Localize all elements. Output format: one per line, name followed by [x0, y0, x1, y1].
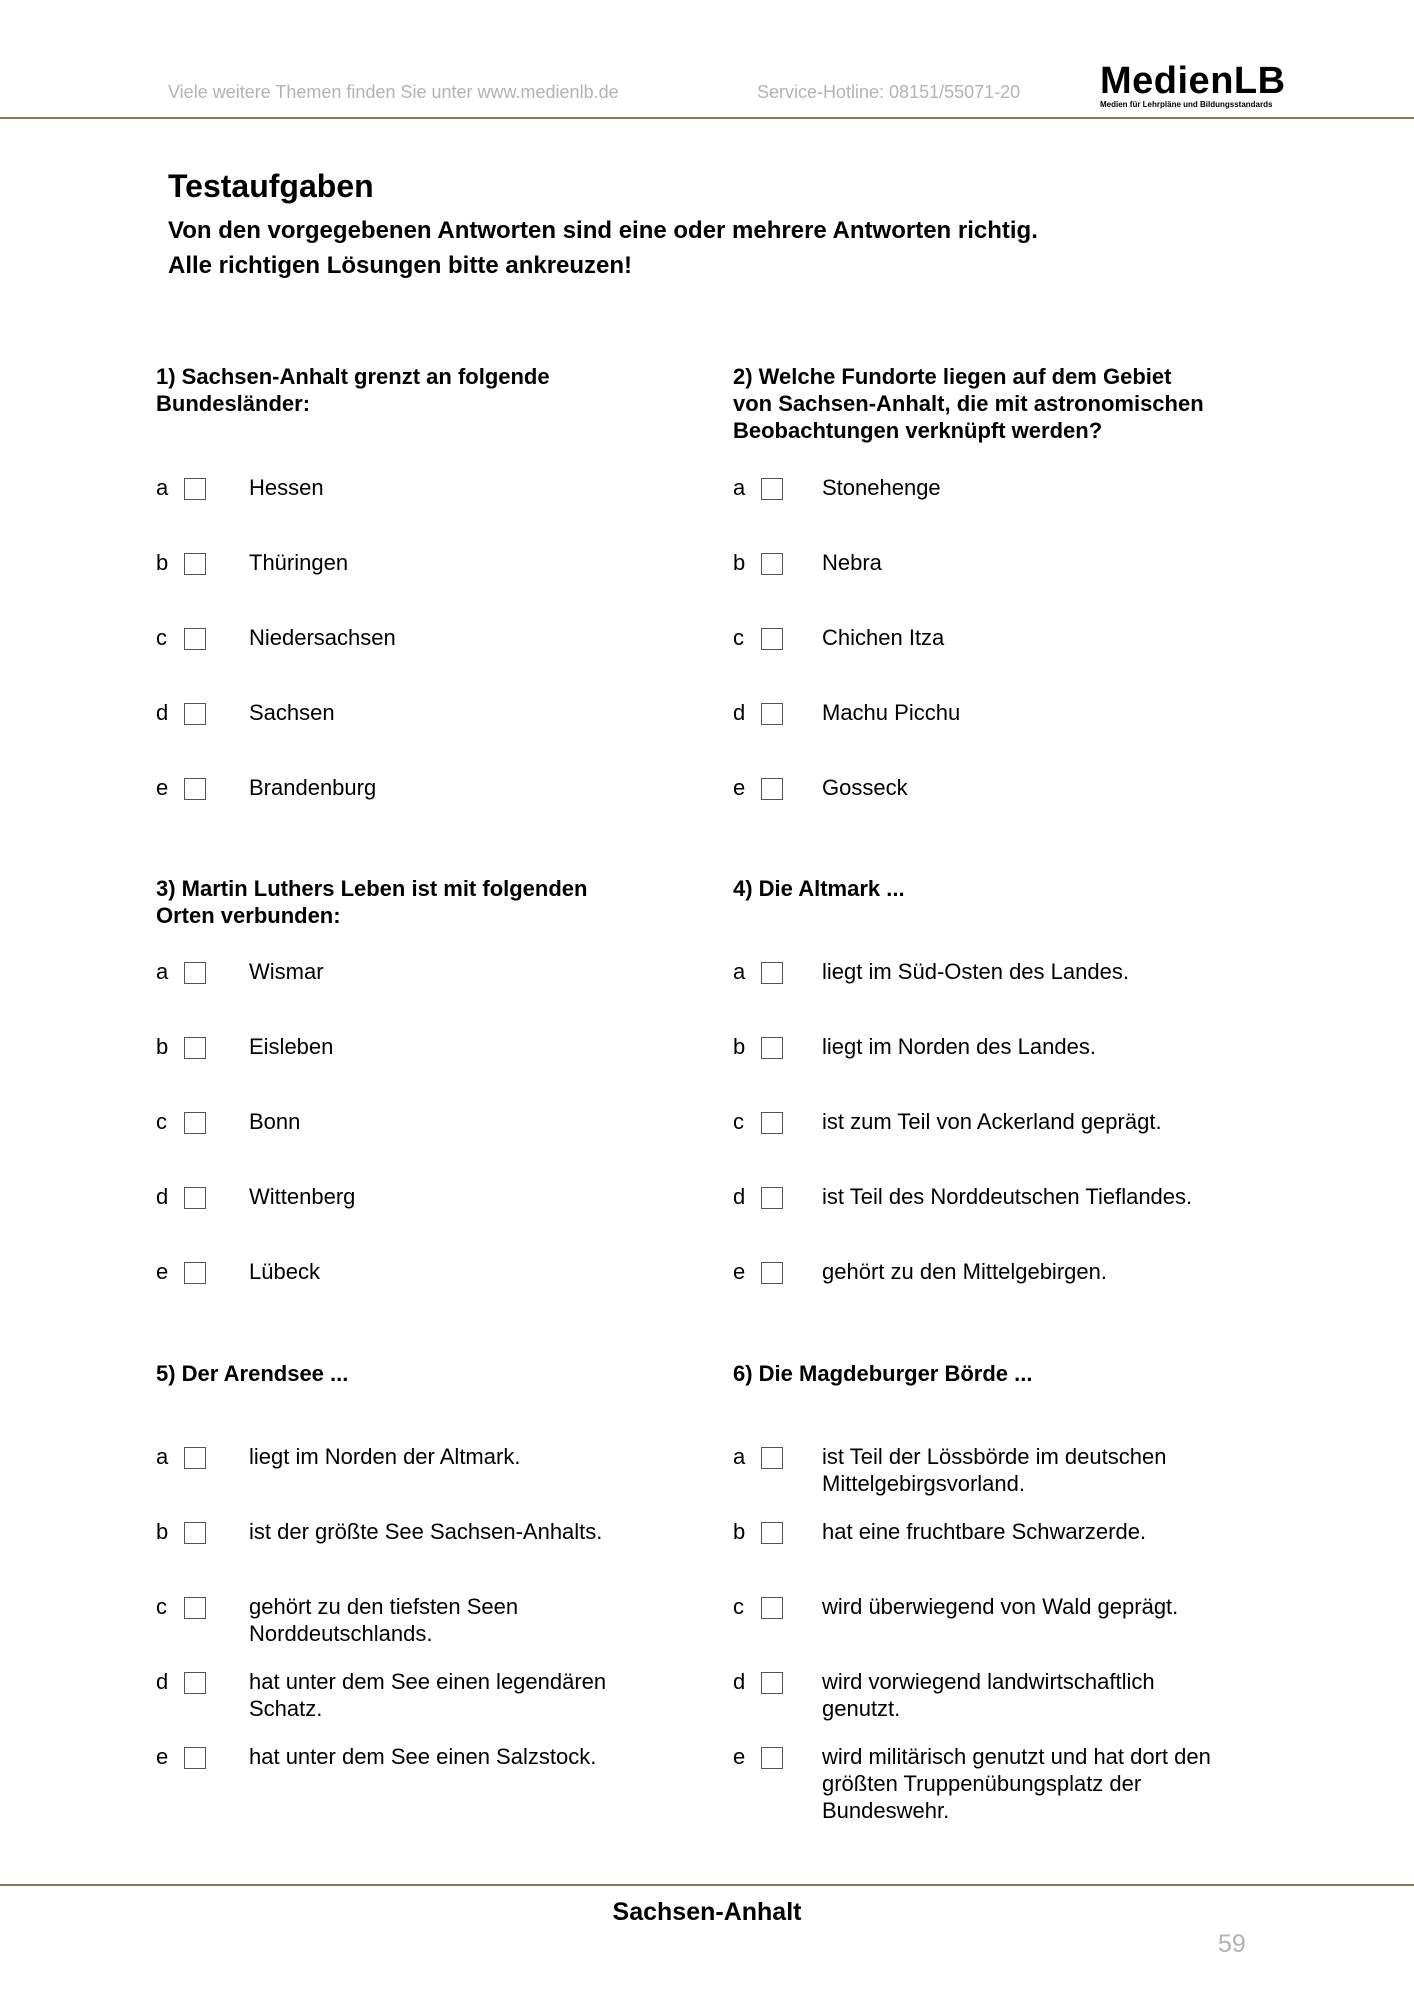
answer-checkbox[interactable] [184, 1597, 206, 1619]
answer-checkbox[interactable] [761, 1037, 783, 1059]
option-text-line: liegt im Norden der Altmark. [249, 1444, 521, 1469]
option-text [249, 958, 689, 985]
question-text-line: 6) Die Magdeburger Börde ... [733, 1361, 1033, 1386]
option-letter: a [733, 1444, 746, 1469]
option-text [249, 1258, 689, 1285]
option-text [822, 549, 1262, 576]
option-letter: e [156, 1744, 169, 1769]
option-text-line: Mittelgebirgsvorland. [822, 1471, 1025, 1496]
option-text-line: ist Teil der Lössbörde im deutschen [822, 1444, 1167, 1469]
option-letter: c [156, 1109, 167, 1134]
option-letter: e [733, 1259, 746, 1284]
footer-divider [0, 1884, 1414, 1886]
question-text-line: Orten verbunden: [156, 903, 341, 928]
option-text [249, 1593, 689, 1647]
question-text-line: 2) Welche Fundorte liegen auf dem Gebiet [733, 364, 1172, 389]
option-text [822, 1518, 1262, 1545]
answer-checkbox[interactable] [761, 478, 783, 500]
option-text [822, 774, 1262, 801]
option-text-line: Wismar [249, 959, 324, 984]
answer-checkbox[interactable] [184, 553, 206, 575]
option-letter: b [156, 550, 169, 575]
answer-checkbox[interactable] [761, 628, 783, 650]
question-text-line: 1) Sachsen-Anhalt grenzt an folgende [156, 364, 550, 389]
question-text-line: Bundesländer: [156, 391, 311, 416]
option-text [822, 1183, 1262, 1210]
option-letter: b [733, 1034, 746, 1059]
answer-checkbox[interactable] [184, 628, 206, 650]
option-text [822, 1033, 1262, 1060]
option-letter: e [733, 775, 746, 800]
option-letter: c [156, 1594, 167, 1619]
option-letter: e [156, 1259, 169, 1284]
question-text [156, 1360, 696, 1387]
option-letter: d [156, 700, 169, 725]
answer-checkbox[interactable] [184, 778, 206, 800]
option-text [249, 1183, 689, 1210]
option-letter: e [733, 1744, 746, 1769]
question-text [733, 1360, 1273, 1387]
question-1 [156, 363, 696, 800]
option-text-line: Bundeswehr. [822, 1798, 950, 1823]
option-letter: b [156, 1519, 169, 1544]
option-letter: b [733, 1519, 746, 1544]
option-text-line: Bonn [249, 1109, 301, 1134]
option-text [249, 549, 689, 576]
answer-checkbox[interactable] [761, 1112, 783, 1134]
header-divider [0, 117, 1414, 119]
answer-checkbox[interactable] [184, 962, 206, 984]
option-text-line: Gosseck [822, 775, 908, 800]
option-text [822, 624, 1262, 651]
option-letter: a [733, 959, 746, 984]
answer-checkbox[interactable] [761, 1262, 783, 1284]
option-letter: d [733, 700, 746, 725]
option-text [822, 1258, 1262, 1285]
medienlb-logo [1100, 62, 1292, 110]
option-text-line: liegt im Süd-Osten des Landes. [822, 959, 1129, 984]
option-letter: c [733, 1109, 744, 1134]
question-6 [733, 1360, 1273, 1823]
option-text-line: genutzt. [822, 1696, 901, 1721]
option-text-line: Nebra [822, 550, 882, 575]
option-letter: a [156, 1444, 169, 1469]
question-text [733, 875, 1273, 902]
question-text-line: Beobachtungen verknüpft werden? [733, 418, 1103, 443]
option-text-line: Schatz. [249, 1696, 323, 1721]
option-text-line: Brandenburg [249, 775, 377, 800]
answer-checkbox[interactable] [184, 1187, 206, 1209]
option-text [249, 1668, 689, 1722]
option-text-line: Wittenberg [249, 1184, 356, 1209]
option-letter: c [733, 1594, 744, 1619]
option-text [249, 1033, 689, 1060]
answer-checkbox[interactable] [761, 1672, 783, 1694]
question-3 [156, 875, 696, 1284]
option-text-line: Machu Picchu [822, 700, 961, 725]
option-text-line: gehört zu den tiefsten Seen [249, 1594, 519, 1619]
instruction-line: Alle richtigen Lösungen bitte ankreuzen! [168, 252, 633, 279]
option-letter: d [156, 1184, 169, 1209]
question-text-line: 5) Der Arendsee ... [156, 1361, 349, 1386]
option-text [249, 699, 689, 726]
option-text [249, 1108, 689, 1135]
option-text-line: hat unter dem See einen legendären [249, 1669, 607, 1694]
answer-checkbox[interactable] [184, 478, 206, 500]
answer-checkbox[interactable] [184, 1672, 206, 1694]
question-text [156, 875, 696, 929]
option-text-line: Lübeck [249, 1259, 320, 1284]
option-text-line: liegt im Norden des Landes. [822, 1034, 1096, 1059]
option-text-line: Thüringen [249, 550, 349, 575]
header-hotline-text: Service-Hotline: 08151/55071-20 [757, 82, 1021, 102]
option-text-line: gehört zu den Mittelgebirgen. [822, 1259, 1107, 1284]
option-letter: d [733, 1669, 746, 1694]
option-text [822, 474, 1262, 501]
option-text-line: ist Teil des Norddeutschen Tieflandes. [822, 1184, 1193, 1209]
option-text [249, 474, 689, 501]
option-text [822, 1593, 1262, 1620]
answer-checkbox[interactable] [184, 1522, 206, 1544]
option-text-line: wird militärisch genutzt und hat dort den [822, 1744, 1211, 1769]
option-letter: e [156, 775, 169, 800]
question-text-line: von Sachsen-Anhalt, die mit astronomischen [733, 391, 1204, 416]
answer-checkbox[interactable] [184, 703, 206, 725]
answer-checkbox[interactable] [184, 1747, 206, 1769]
option-letter: a [733, 475, 746, 500]
answer-checkbox[interactable] [184, 1262, 206, 1284]
answer-checkbox[interactable] [761, 1597, 783, 1619]
option-text [822, 958, 1262, 985]
footer-title: Sachsen-Anhalt [612, 1898, 802, 1926]
option-text-line: Chichen Itza [822, 625, 945, 650]
question-5 [156, 1360, 696, 1769]
answer-checkbox[interactable] [761, 962, 783, 984]
page-header [0, 0, 1414, 120]
option-text-line: ist zum Teil von Ackerland geprägt. [822, 1109, 1162, 1134]
answer-checkbox[interactable] [761, 1522, 783, 1544]
option-text [822, 1108, 1262, 1135]
option-text-line: Hessen [249, 475, 324, 500]
option-letter: b [733, 550, 746, 575]
option-text-line: hat eine fruchtbare Schwarzerde. [822, 1519, 1147, 1544]
answer-checkbox[interactable] [184, 1447, 206, 1469]
option-text [249, 1443, 689, 1470]
answer-checkbox[interactable] [761, 1447, 783, 1469]
option-letter: d [156, 1669, 169, 1694]
header-website-text: Viele weitere Themen finden Sie unter www.medienlb.de [168, 82, 619, 102]
option-text-line: Niedersachsen [249, 625, 396, 650]
option-text-line: größten Truppenübungsplatz der [822, 1771, 1142, 1796]
option-text-line: Norddeutschlands. [249, 1621, 433, 1646]
option-text [249, 1518, 689, 1545]
option-text-line: Eisleben [249, 1034, 334, 1059]
option-text [822, 699, 1262, 726]
option-letter: c [156, 625, 167, 650]
option-letter: b [156, 1034, 169, 1059]
page-title: Testaufgaben [168, 168, 374, 204]
page-number: 59 [1218, 1930, 1246, 1958]
option-text [822, 1443, 1262, 1497]
logo-tagline: Medien für Lehrpläne und Bildungsstandards [1100, 100, 1273, 109]
logo-wordmark: MedienLB [1100, 60, 1286, 102]
option-text [822, 1668, 1262, 1722]
question-4 [733, 875, 1273, 1284]
option-text-line: Stonehenge [822, 475, 941, 500]
instructions [168, 213, 1038, 283]
answer-checkbox[interactable] [761, 1747, 783, 1769]
answer-checkbox[interactable] [184, 1112, 206, 1134]
option-letter: a [156, 475, 169, 500]
option-text-line: hat unter dem See einen Salzstock. [249, 1744, 597, 1769]
option-text-line: wird überwiegend von Wald geprägt. [822, 1594, 1179, 1619]
option-text-line: ist der größte See Sachsen-Anhalts. [249, 1519, 603, 1544]
option-letter: c [733, 625, 744, 650]
option-text-line: Sachsen [249, 700, 335, 725]
question-text-line: 4) Die Altmark ... [733, 876, 905, 901]
answer-checkbox[interactable] [761, 778, 783, 800]
question-text-line: 3) Martin Luthers Leben ist mit folgenden [156, 876, 588, 901]
answer-checkbox[interactable] [761, 1187, 783, 1209]
option-letter: d [733, 1184, 746, 1209]
option-text [249, 774, 689, 801]
option-text [822, 1743, 1262, 1824]
question-text [156, 363, 696, 417]
option-letter: a [156, 959, 169, 984]
option-text-line: wird vorwiegend landwirtschaftlich [822, 1669, 1155, 1694]
answer-checkbox[interactable] [184, 1037, 206, 1059]
option-text [249, 1743, 689, 1770]
answer-checkbox[interactable] [761, 703, 783, 725]
answer-checkbox[interactable] [761, 553, 783, 575]
question-text [733, 363, 1273, 444]
instruction-line: Von den vorgegebenen Antworten sind eine oder mehrere Antworten richtig. [168, 217, 1038, 244]
option-text [249, 624, 689, 651]
question-2 [733, 363, 1273, 800]
